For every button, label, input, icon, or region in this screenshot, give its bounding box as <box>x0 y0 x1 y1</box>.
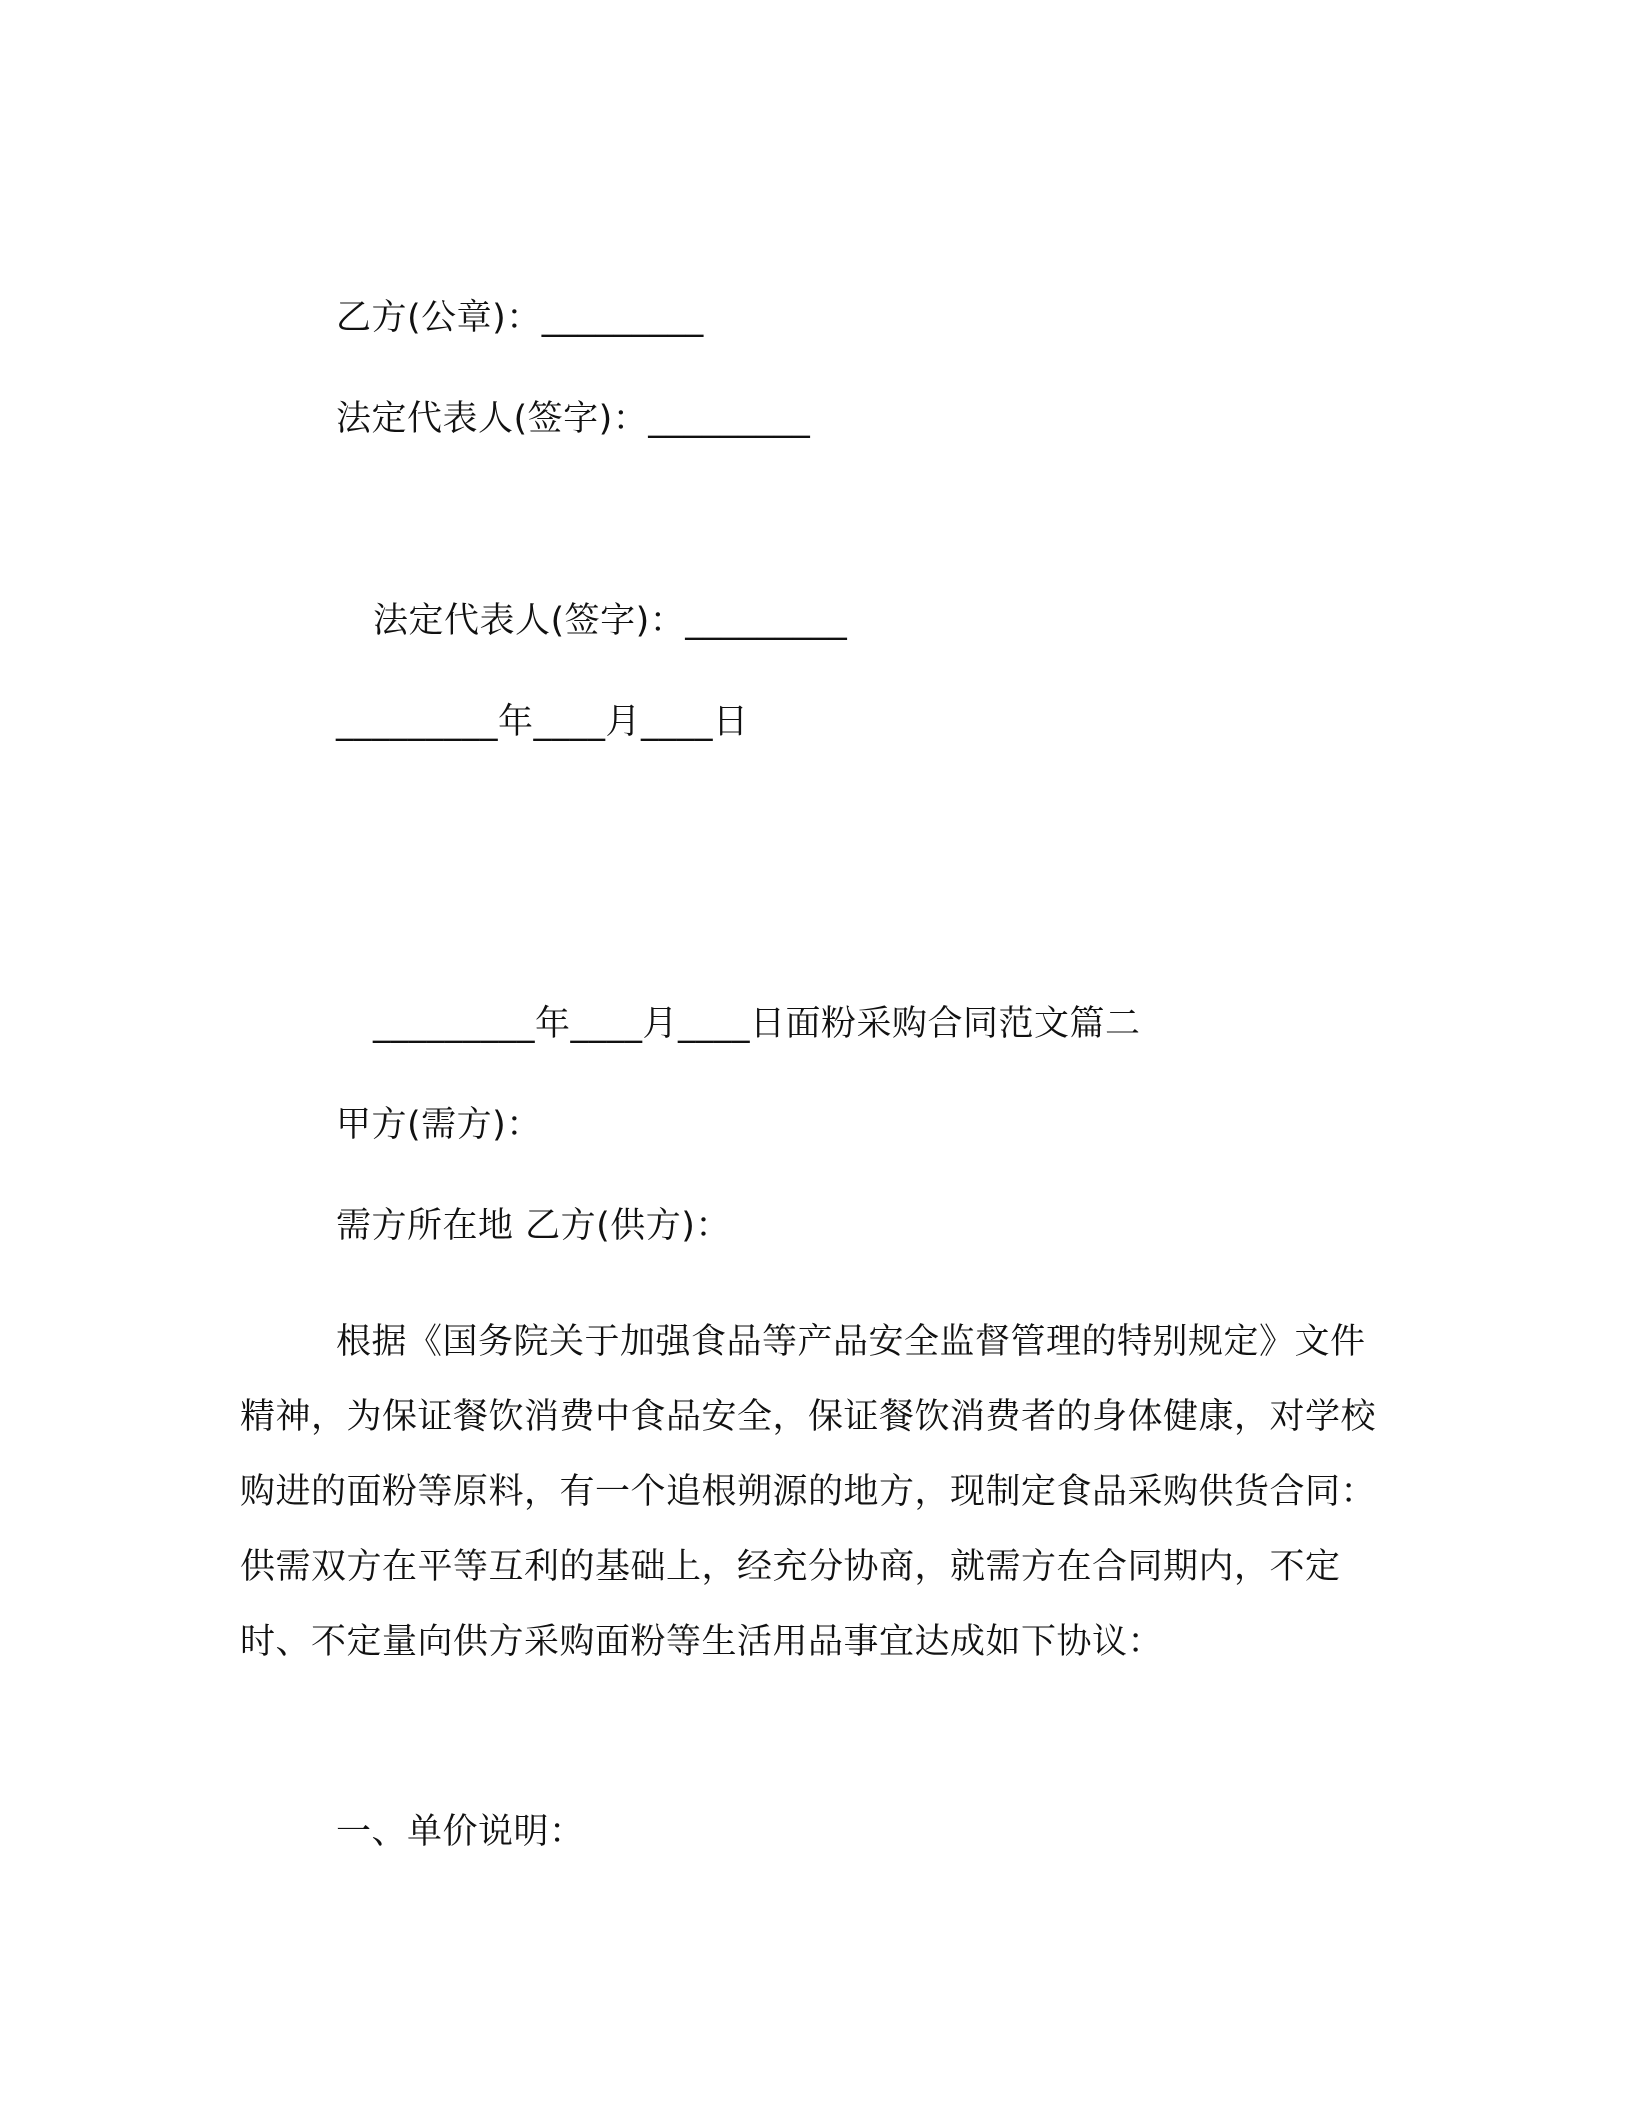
section-one-heading: 一、单价说明： <box>336 1812 585 1852</box>
contract-preamble-paragraph: 根据《国务院关于加强食品等产品安全监督管理的特别规定》文件精神，为保证餐饮消费中食品安全，保证餐饮消费者的身体健康，对学校购进的面粉等原料，有一个追根朔源的地方，现制定食品采购供货合同：供需双方在平等互利的基础上，经充分协商，就需方在合同期内，不定时、不定量向供方采购面粉等生活用品事宜达成如下协议： <box>240 1322 1377 1662</box>
party-b-seal-line: 乙方(公章)：_________ <box>336 298 704 338</box>
legal-rep-signature-line-second: 法定代表人(签字)：_________ <box>373 601 848 641</box>
party-b-label: 需方所在地 乙方(供方)： <box>336 1206 731 1246</box>
party-a-label: 甲方(需方)： <box>336 1105 542 1145</box>
contract-two-heading: _________年____月____日面粉采购合同范文篇二 <box>373 1004 1141 1044</box>
legal-rep-signature-line: 法定代表人(签字)：_________ <box>336 399 811 439</box>
signature-date-line: _________年____月____日 <box>336 702 749 742</box>
